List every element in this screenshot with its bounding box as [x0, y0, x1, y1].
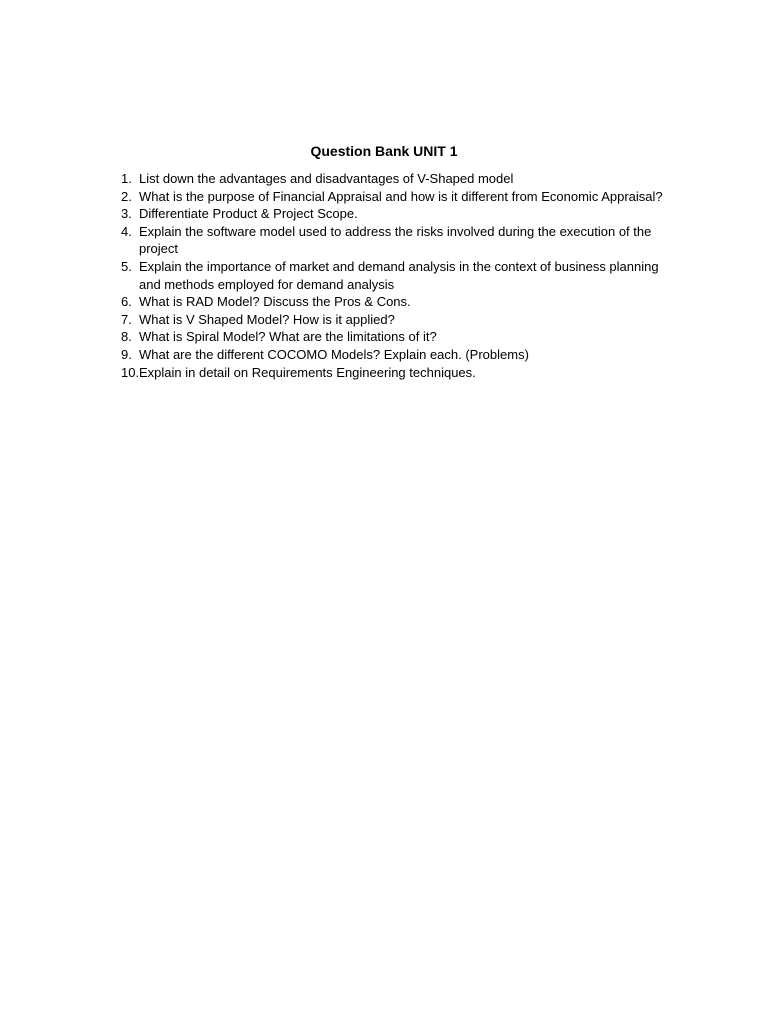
question-number	[110, 328, 139, 346]
question-number	[110, 223, 139, 241]
question-item	[110, 328, 680, 346]
question-text: Differentiate Product & Project Scope.	[139, 206, 358, 222]
question-text: What is Spiral Model? What are the limitations of it?	[139, 329, 437, 345]
question-number-label: 7.	[121, 311, 132, 327]
question-number	[110, 293, 139, 311]
question-item	[110, 205, 680, 223]
question-text: What is the purpose of Financial Appraisal and how is it different from Economic Appraisal?	[139, 188, 663, 204]
question-text: Explain in detail on Requirements Engineering techniques.	[139, 364, 476, 380]
question-number-label: 5.	[121, 258, 132, 274]
question-number	[110, 205, 139, 223]
question-number-label: 9.	[121, 346, 132, 362]
question-number-label: 10.	[121, 364, 140, 380]
question-item	[110, 223, 680, 258]
question-number	[110, 188, 139, 206]
question-number-label: 3.	[121, 206, 132, 222]
question-number	[110, 364, 139, 382]
question-text: What is V Shaped Model? How is it applied?	[139, 311, 395, 327]
document-title: Question Bank UNIT 1	[310, 143, 458, 159]
question-item	[110, 258, 680, 293]
question-item	[110, 293, 680, 311]
question-number-label: 1.	[121, 171, 132, 186]
question-item	[110, 170, 680, 188]
question-item	[110, 188, 680, 206]
question-number-label: 2.	[121, 188, 132, 204]
question-item	[110, 364, 680, 382]
question-text: Explain the importance of market and demand analysis in the context of business planning and methods employed for demand analysis	[139, 258, 659, 292]
question-number	[110, 258, 139, 276]
question-item	[110, 311, 680, 329]
question-text: Explain the software model used to address the risks involved during the execution of the project	[139, 223, 652, 257]
question-item	[110, 346, 680, 364]
question-number-label: 6.	[121, 294, 132, 310]
question-number	[110, 170, 139, 188]
question-number	[110, 346, 139, 364]
question-number	[110, 311, 139, 329]
question-text: List down the advantages and disadvantages of V-Shaped model	[139, 171, 514, 186]
question-text: What is RAD Model? Discuss the Pros & Cons.	[139, 294, 411, 310]
question-text: What are the different COCOMO Models? Explain each. (Problems)	[139, 346, 529, 362]
question-number-label: 8.	[121, 329, 132, 345]
question-list	[110, 170, 680, 381]
question-number-label: 4.	[121, 223, 132, 239]
